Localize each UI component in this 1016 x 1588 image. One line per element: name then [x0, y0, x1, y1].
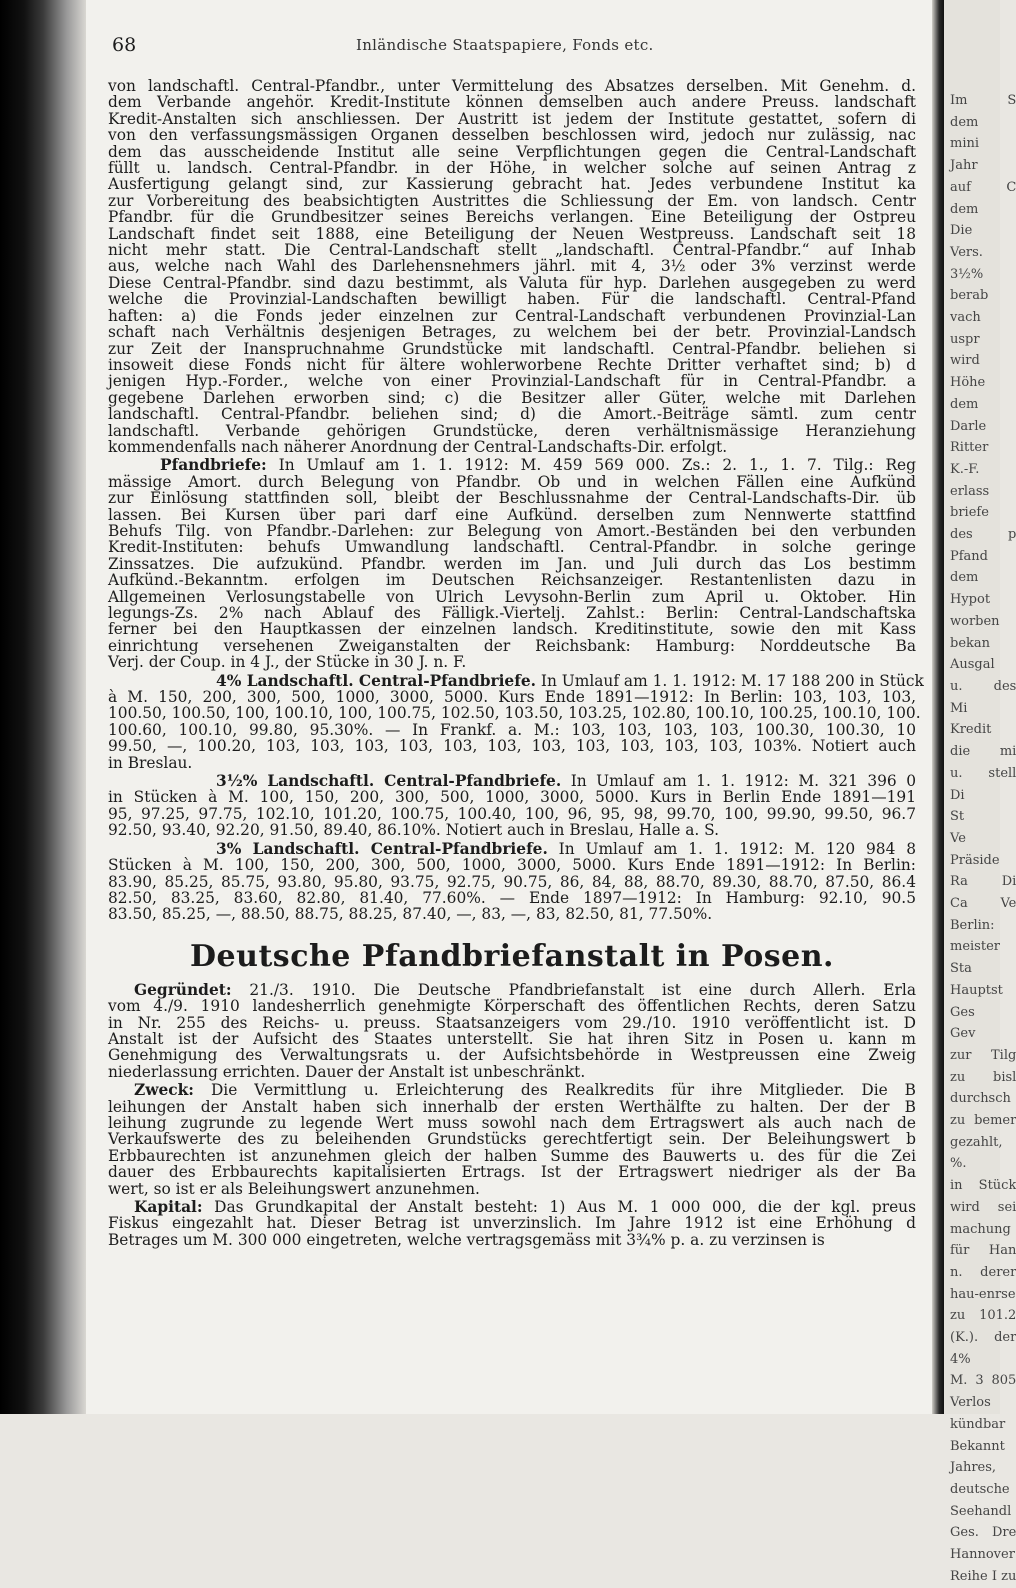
- facing-page-fragment: Jahr: [950, 158, 978, 174]
- facing-page-fragment: Ausgal: [950, 657, 995, 673]
- intro-paragraph: [108, 78, 916, 455]
- facing-page-fragment: Hypot: [950, 592, 991, 608]
- text-line: dauer des Erbbaurechts kapitalisierten Ertrags. Ist der Ertragswert niedriger als der Ba: [108, 1163, 916, 1182]
- text-line: 95, 97.25, 97.75, 102.10, 101.20, 100.75, 100.40, 100, 96, 95, 98, 99.70, 100, 99.90, 99.50, 96.7: [108, 804, 916, 823]
- facing-page-fragment: 3½%: [950, 266, 984, 282]
- text-line: Zweck: Die Vermittlung u. Erleichterung des Realkredits für ihre Mitglieder. Die B: [134, 1081, 916, 1100]
- text-line: Erbbaurechten ist anzunehmen gleich der halben Summe des Bauwerts u. des für die Zei: [108, 1146, 916, 1165]
- text-line: Pfandbriefe: In Umlauf am 1. 1. 1912: M. 459 569 000. Zs.: 2. 1., 1. 7. Tilg.: Reg: [160, 456, 916, 475]
- text-line: Gegründet: 21./3. 1910. Die Deutsche Pfandbriefanstalt ist eine durch Allerh. Erla: [134, 980, 916, 999]
- text-line: kommendenfalls nach näherer Anordnung der Central-Landschafts-Dir. erfolgt.: [108, 437, 728, 456]
- three-percent-paragraph: [108, 841, 916, 923]
- facing-page-fragment: uspr: [950, 331, 980, 347]
- facing-page-fragment: dem: [950, 201, 979, 217]
- text-line: landschaftl. Central-Pfandbr. beliehen sind; d) die Amort.-Beiträge sämtl. zum centr: [108, 405, 916, 424]
- running-head: Inländische Staatspapiere, Fonds etc.: [356, 36, 654, 54]
- paragraph-label: Pfandbriefe:: [160, 456, 267, 475]
- text-line: niederlassung errichten. Dauer der Anstalt ist unbeschränkt.: [108, 1062, 586, 1081]
- facing-page-fragment: dem: [950, 570, 979, 586]
- text-line: Zinssatzes. Die aufzukünd. Pfandbr. werden im Jan. und Juli durch das Los bestimm: [108, 554, 916, 573]
- text-line: einrichtung versehenen Zweiganstalten der Reichsbank: Hamburg: Norddeutsche Ba: [108, 636, 916, 655]
- text-line: Allgemeinen Verlosungstabelle von Ulrich Levysohn-Berlin zum April u. Oktober. Hin: [108, 587, 916, 606]
- facing-page-fragment: erlass: [950, 483, 990, 499]
- facing-page-fragment: Reihe I zu: [950, 1568, 1016, 1584]
- facing-page-fragment: Di: [950, 787, 965, 803]
- text-line: wert, so ist er als Beleihungswert anzunehmen.: [108, 1179, 480, 1198]
- text-line: insoweit diese Fonds nicht für ältere wohlerworbene Rechte Dritter verhaftet sind; b) d: [108, 355, 916, 374]
- text-line: vom 4./9. 1910 landesherrlich genehmigte Körperschaft des öffentlichen Rechts, deren Satzu: [108, 997, 916, 1016]
- facing-page-fragment: Pfand: [950, 548, 989, 564]
- text-line: jenigen Hyp.-Forder., welche von einer Provinzial-Landschaft für in Central-Pfandbr. a: [108, 372, 916, 391]
- facing-page-fragment: machung: [950, 1221, 1011, 1237]
- text-line: 82.50, 83.25, 83.60, 82.80, 81.40, 77.60%. — Ende 1897—1912: In Hamburg: 92.10, 90.5: [108, 888, 916, 907]
- facing-page-fragment: zu bisl: [950, 1069, 1016, 1085]
- text-line: leihung zugrunde zu legende Wert muss sowohl nach dem Ertragswert als auch nach de: [108, 1113, 916, 1132]
- text-line: 99.50, —, 100.20, 103, 103, 103, 103, 103, 103, 103, 103, 103, 103, 103, 103%. Notiert auch: [108, 737, 916, 756]
- text-line: von landschaftl. Central-Pfandbr., unter Vermittelung des Absatzes derselben. Mit Genehm. d.: [108, 77, 916, 95]
- paragraph-label: 3½% Landschaftl. Central-Pfandbriefe.: [216, 772, 562, 791]
- text-line: 3% Landschaftl. Central-Pfandbriefe. In Umlauf am 1. 1. 1912: M. 120 984 8: [216, 839, 916, 858]
- text-line: in Nr. 255 des Reichs- u. preuss. Staatsanzeigers vom 29./10. 1910 veröffentlicht ist. D: [108, 1013, 916, 1032]
- text-line: in Breslau.: [108, 753, 193, 772]
- text-line: Betrages um M. 300 000 eingetreten, welche vertragsgemäss mit 3¾% p. a. zu verzinsen is: [108, 1230, 825, 1249]
- facing-page-fragment: meister: [950, 939, 1000, 955]
- text-line: Kredit-Instituten: behufs Umwandlung landschaftl. Central-Pfandbr. in solche geringe: [108, 538, 916, 557]
- facing-page-fragment: auf C: [950, 179, 1016, 195]
- facing-page-fragment: Ca Ve: [950, 896, 1016, 912]
- text-line: nicht mehr statt. Die Central-Landschaft stellt „landschaftl. Central-Pfandbr.“ auf Inhab: [108, 241, 916, 260]
- facing-page-fragment: berab: [950, 288, 989, 304]
- facing-page-fragment: Präside: [950, 852, 1000, 868]
- facing-page-fragment: bekan: [950, 635, 991, 651]
- kapital-paragraph: [108, 1199, 916, 1248]
- text-line: zur Zeit der Inanspruchnahme Grundstücke mit landschaftl. Central-Pfandbr. beliehen si: [108, 339, 916, 358]
- text-line: 4% Landschaftl. Central-Pfandbriefe. In Umlauf am 1. 1. 1912: M. 17 188 200 in Stück: [216, 671, 924, 690]
- text-line: von den verfassungsmässigen Organen desselben beschlossen wird, jedoch nur zulässig, nac: [108, 126, 916, 145]
- text-line: 100.50, 100.50, 100, 100.10, 100, 100.75, 102.50, 103.50, 103.25, 102.80, 100.10, 100.25, 100.10, 100.: [108, 704, 921, 723]
- facing-page-fragment: des p: [950, 527, 1016, 543]
- text-line: mässige Amort. durch Belegung von Pfandbr. Ob und in welchen Fällen eine Aufkünd: [108, 472, 916, 491]
- facing-page-fragment: wird: [950, 353, 980, 369]
- facing-page-fragment: Darle: [950, 418, 987, 434]
- text-line: 100.60, 100.10, 99.80, 95.30%. — In Frankf. a. M.: 103, 103, 103, 103, 100.30, 100.30, 10: [108, 720, 916, 739]
- facing-page-fragment: Ges: [950, 1004, 975, 1020]
- page-gutter: [932, 0, 944, 1414]
- text-line: Behufs Tilg. von Pfandbr.-Darlehen: zur Belegung von Amort.-Beständen bei den verbunden: [108, 521, 916, 540]
- text-line: Kapital: Das Grundkapital der Anstalt besteht: 1) Aus M. 1 000 000, die der kgl. preus: [134, 1198, 916, 1216]
- text-line: ferner bei den Hauptkassen der einzelnen landsch. Kreditinstitute, sowie den mit Kass: [108, 620, 916, 639]
- text-line: Verkaufswerte des zu beleihenden Grundstücks gerechtfertigt sein. Der Beleihungswert b: [108, 1130, 916, 1149]
- facing-page-fragment: kündbar: [950, 1416, 1006, 1432]
- facing-page-fragment: K.-F.: [950, 461, 980, 477]
- facing-page-fragment: gezahlt,: [950, 1134, 1003, 1150]
- text-line: lassen. Bei Kursen über pari darf eine Aufkünd. derselben zum Nennwerte stattfind: [108, 505, 916, 524]
- facing-page-fragment: M. 3 805: [950, 1373, 1016, 1389]
- facing-page-fragment: Bekannt: [950, 1438, 1005, 1454]
- gegruendet-paragraph: [108, 982, 916, 1080]
- facing-page-fragment: durchsch: [950, 1091, 1011, 1107]
- text-line: Diese Central-Pfandbr. sind dazu bestimmt, als Valuta für hyp. Darlehen ausgegeben zu werd: [108, 273, 916, 292]
- facing-page-fragment: St: [950, 809, 965, 825]
- text-line: 83.50, 85.25, —, 88.50, 88.75, 88.25, 87.40, —, 83, —, 83, 82.50, 81, 77.50%.: [108, 905, 713, 924]
- text-line: Ausfertigung gelangt sind, zur Kassierung gebracht hat. Jedes verbundene Institut ka: [108, 175, 916, 194]
- facing-page-fragment: (K.). der: [950, 1330, 1016, 1346]
- facing-page-fragment: hau-enrse: [950, 1286, 1016, 1302]
- paragraph-label: Kapital:: [134, 1198, 203, 1216]
- text-line: Verj. der Coup. in 4 J., der Stücke in 30 J. n. F.: [108, 653, 467, 672]
- facing-page-fragment: 4%: [950, 1351, 971, 1367]
- text-line: dem das ausscheidende Institut alle seine Verpflichtungen gegen die Central-Landschaft: [108, 142, 916, 161]
- text-line: 3½% Landschaftl. Central-Pfandbriefe. In Umlauf am 1. 1. 1912: M. 321 396 0: [216, 772, 916, 791]
- facing-page-fragment: Ritter: [950, 440, 989, 456]
- text-line: Aufkünd.-Bekanntm. erfolgen im Deutschen Reichsanzeiger. Restantenlisten dazu in: [108, 571, 916, 590]
- facing-page-fragment: Mi: [950, 700, 968, 716]
- text-line: à M. 150, 200, 300, 500, 1000, 3000, 5000. Kurs Ende 1891—1912: In Berlin: 103, 103, 103,: [108, 688, 916, 707]
- facing-page-fragment: Ges. Dre: [950, 1525, 1016, 1541]
- facing-page-fragment: Hannover: [950, 1547, 1015, 1563]
- facing-page-fragment: worben: [950, 613, 1000, 629]
- facing-page-edge: [944, 0, 1016, 1584]
- facing-page-fragment: zu bemer: [950, 1113, 1016, 1129]
- facing-page-fragment: mini: [950, 136, 980, 152]
- book-page: [86, 0, 932, 1414]
- paragraph-label: 3% Landschaftl. Central-Pfandbriefe.: [216, 839, 548, 858]
- pfandbriefe-paragraph: [108, 457, 916, 670]
- three-half-percent-paragraph: [108, 773, 916, 839]
- text-line: dem Verbande angehör. Kredit-Institute können demselben auch andere Preuss. landschaft: [108, 93, 916, 112]
- facing-page-fragment: Ra Di: [950, 874, 1016, 890]
- facing-page-fragment: in Stück: [950, 1178, 1016, 1194]
- zweck-paragraph: [108, 1082, 916, 1197]
- facing-page-fragment: Sta: [950, 961, 972, 977]
- facing-page-fragment: dem: [950, 396, 979, 412]
- facing-page-fragment: dem: [950, 114, 979, 130]
- paragraph-label: Zweck:: [134, 1081, 194, 1100]
- facing-page-fragment: zur Tilg: [950, 1047, 1016, 1063]
- facing-page-fragment: Vers.: [950, 244, 983, 260]
- text-line: zur Einlösung stattfinden soll, bleibt der Beschlussnahme der Central-Landschafts-Dir. üb: [108, 489, 916, 508]
- facing-page-fragment: Höhe: [950, 375, 986, 391]
- facing-page-fragment: wird sei: [950, 1199, 1016, 1215]
- book-spine-shadow: [0, 0, 86, 1414]
- facing-page-fragment: Gev: [950, 1026, 976, 1042]
- facing-page-fragment: Ve: [950, 830, 966, 846]
- text-line: legungs-Zs. 2% nach Ablauf des Fälligk.-Viertelj. Zahlst.: Berlin: Central-Landschaftska: [108, 604, 916, 622]
- text-line: in Stücken à M. 100, 150, 200, 300, 500, 1000, 3000, 5000. Kurs in Berlin Ende 1891—191: [108, 788, 916, 807]
- text-line: Landschaft findet seit 1888, eine Beteiligung der Neuen Westpreuss. Landschaft seit 18: [108, 224, 916, 243]
- text-line: landschaftl. Verbande gehörigen Grundstücke, deren verhältnismässige Heranziehung: [108, 421, 916, 440]
- text-line: Stücken à M. 100, 150, 200, 300, 500, 1000, 3000, 5000. Kurs Ende 1891—1912: In Berlin:: [108, 856, 916, 875]
- section-heading: Deutsche Pfandbriefanstalt in Posen.: [190, 938, 834, 974]
- text-line: Kredit-Anstalten sich anschliessen. Der Austritt ist jedem der Institute gestattet, sofern di: [108, 109, 916, 128]
- facing-page-fragment: n. derer: [950, 1264, 1016, 1280]
- text-line: füllt u. landsch. Central-Pfandbr. in der Höhe, in welcher solche auf seinen Antrag z: [108, 159, 916, 178]
- facing-page-fragment: Die: [950, 223, 973, 239]
- text-line: 92.50, 93.40, 92.20, 91.50, 89.40, 86.10%. Notiert auch in Breslau, Halle a. S.: [108, 821, 720, 840]
- text-line: gegebene Darlehen erworben sind; c) die Besitzer aller Güter, welche mit Darlehen: [108, 388, 916, 407]
- facing-page-fragment: für Han: [950, 1243, 1016, 1259]
- text-line: Anstalt ist der Aufsicht des Staates unterstellt. Sie hat ihren Sitz in Posen u. kann m: [108, 1029, 916, 1048]
- facing-page-fragment: zu 101.2: [950, 1308, 1016, 1324]
- four-percent-paragraph: [108, 671, 924, 772]
- facing-page-fragment: Berlin:: [950, 917, 995, 933]
- text-line: leihungen der Anstalt haben sich innerhalb der ersten Werthälfte zu halten. Der der B: [108, 1097, 916, 1116]
- facing-page-fragment: Verlos: [950, 1395, 991, 1411]
- facing-page-fragment: Kredit: [950, 722, 992, 738]
- text-line: aus, welche nach Wahl des Darlehensnehmers jährl. mit 4, 3½ oder 3% verzinst werde: [108, 257, 916, 276]
- facing-page-fragment: Im S: [950, 93, 1016, 108]
- facing-page-fragment: u. des: [950, 678, 1016, 694]
- facing-page-fragment: die mi: [950, 744, 1016, 760]
- text-line: Genehmigung des Verwaltungsrats u. der Aufsichtsbehörde in Westpreussen eine Zweig: [108, 1046, 916, 1065]
- page-number: 68: [112, 34, 137, 56]
- facing-page-fragment: vach: [950, 310, 981, 326]
- facing-page-fragment: Jahres,: [950, 1460, 997, 1476]
- body-text: [108, 77, 924, 1249]
- facing-page-fragment: Hauptst: [950, 982, 1003, 998]
- facing-page-fragment: Seehandl: [950, 1503, 1012, 1519]
- text-line: schaft nach Verhältnis desjenigen Betrages, zu welchem bei der betr. Provinzial-Landsch: [108, 323, 916, 342]
- facing-page-fragment: %.: [950, 1156, 967, 1172]
- facing-page-fragment: briefe: [950, 505, 989, 521]
- text-line: Pfandbr. für die Grundbesitzer seines Bereichs verlangen. Eine Beteiligung der Ostpreu: [108, 208, 916, 227]
- text-line: Fiskus eingezahlt hat. Dieser Betrag ist unverzinslich. Im Jahre 1912 ist eine Erhöhung d: [108, 1214, 916, 1233]
- paragraph-label: Gegründet:: [134, 980, 232, 999]
- text-line: zur Vorbereitung des beabsichtigten Austrittes die Schliessung der Em. von landsch. Centr: [108, 191, 916, 210]
- facing-page-fragment: deutsche: [950, 1482, 1010, 1497]
- text-line: welche die Provinzial-Landschaften bewilligt haben. Für die landschaftl. Central-Pfand: [108, 290, 916, 309]
- text-line: 83.90, 85.25, 85.75, 93.80, 95.80, 93.75, 92.75, 90.75, 86, 84, 88, 88.70, 89.30, 88.70, 87.50, 86.4: [108, 872, 916, 891]
- paragraph-label: 4% Landschaftl. Central-Pfandbriefe.: [216, 671, 536, 690]
- facing-page-fragment: u. stell: [950, 765, 1016, 781]
- text-line: haften: a) die Fonds jeder einzelnen zur Central-Landschaft verbundenen Provinzial-Lan: [108, 306, 916, 325]
